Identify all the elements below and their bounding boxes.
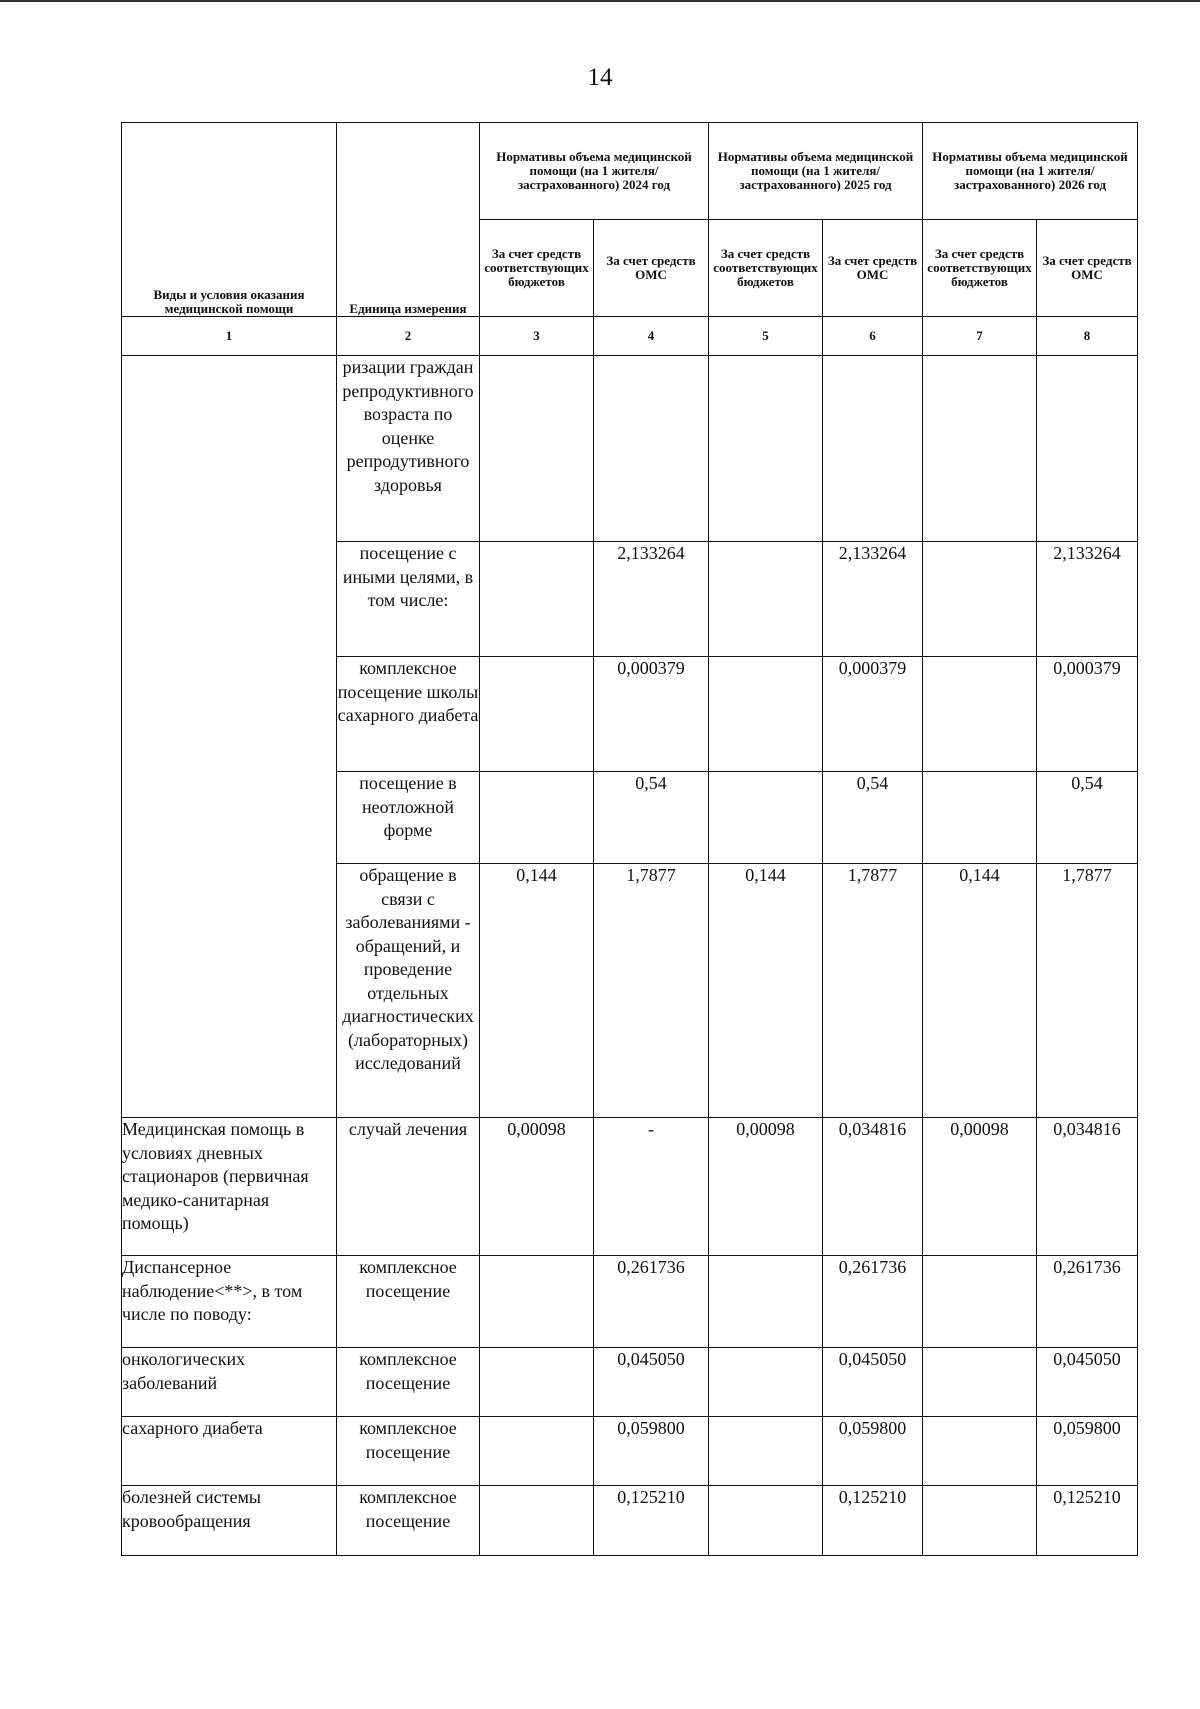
row-value: 1,7877 <box>594 864 709 1118</box>
row-value <box>709 1486 823 1556</box>
row-value: 0,00098 <box>923 1118 1037 1256</box>
col-number: 8 <box>1037 317 1138 356</box>
top-rule <box>0 0 1200 2</box>
row-kind: болезней системы кровообращения <box>122 1486 337 1556</box>
row-value <box>923 1256 1037 1348</box>
row-kind: Медицинская помощь в условиях дневных стационаров (первичная медико-санитарная помощь) <box>122 1118 337 1256</box>
row-value: 1,7877 <box>823 864 923 1118</box>
row-value: 2,133264 <box>1037 542 1138 657</box>
row-value: 0,059800 <box>594 1417 709 1486</box>
row-value <box>709 356 823 542</box>
row-value <box>709 1256 823 1348</box>
header-oms-2026: За счет средств ОМС <box>1037 220 1138 317</box>
row-value: 0,045050 <box>594 1348 709 1417</box>
col-number: 2 <box>337 317 480 356</box>
col-number: 1 <box>122 317 337 356</box>
header-kind: Виды и условия оказания медицинской помощи <box>122 123 337 317</box>
row-value: 2,133264 <box>823 542 923 657</box>
row-value <box>480 1348 594 1417</box>
row-value <box>480 356 594 542</box>
row-value: 0,54 <box>594 772 709 864</box>
header-unit: Единица измерения <box>337 123 480 317</box>
row-unit: посещение с иными целями, в том числе: <box>337 542 480 657</box>
row-unit: комплексное посещение <box>337 1417 480 1486</box>
row-value: 0,000379 <box>594 657 709 772</box>
row-value <box>709 1417 823 1486</box>
row-value: 0,00098 <box>480 1118 594 1256</box>
table-row <box>122 1256 1138 1348</box>
row-value <box>480 657 594 772</box>
row-kind: сахарного диабета <box>122 1417 337 1486</box>
table-row <box>122 1348 1138 1417</box>
row-unit: посещение в неотложной форме <box>337 772 480 864</box>
row-value: 0,144 <box>923 864 1037 1118</box>
row-value <box>480 542 594 657</box>
row-value <box>923 356 1037 542</box>
row-kind: онкологических заболеваний <box>122 1348 337 1417</box>
col-number: 4 <box>594 317 709 356</box>
row-value: 1,7877 <box>1037 864 1138 1118</box>
col-number: 6 <box>823 317 923 356</box>
header-oms-2025: За счет средств ОМС <box>823 220 923 317</box>
col-number: 3 <box>480 317 594 356</box>
row-value: - <box>594 1118 709 1256</box>
row-value: 2,133264 <box>594 542 709 657</box>
row-value: 0,045050 <box>823 1348 923 1417</box>
col-number: 7 <box>923 317 1037 356</box>
row-value <box>923 772 1037 864</box>
row-value <box>594 356 709 542</box>
row-value: 0,261736 <box>1037 1256 1138 1348</box>
table-row <box>122 1118 1138 1256</box>
row-value: 0,261736 <box>823 1256 923 1348</box>
row-value: 0,144 <box>480 864 594 1118</box>
row-value <box>480 772 594 864</box>
norms-table <box>121 122 1138 1556</box>
row-unit: комплексное посещение <box>337 1348 480 1417</box>
row-unit: ризации граждан репродуктивного возраста по оценке репродутивного здоровья <box>337 356 480 542</box>
col-number: 5 <box>709 317 823 356</box>
row-unit: комплексное посещение <box>337 1256 480 1348</box>
row-unit: обращение в связи с заболеваниями - обращений, и проведение отдельных диагностических (лабораторных) исследований <box>337 864 480 1118</box>
row-value: 0,125210 <box>594 1486 709 1556</box>
row-value <box>709 542 823 657</box>
row-value: 0,261736 <box>594 1256 709 1348</box>
table-row <box>122 1417 1138 1486</box>
header-budget-2025: За счет средств соответствующих бюджетов <box>709 220 823 317</box>
row-value <box>709 772 823 864</box>
row-value: 0,54 <box>1037 772 1138 864</box>
row-value <box>923 657 1037 772</box>
row-value <box>480 1417 594 1486</box>
row-value: 0,034816 <box>823 1118 923 1256</box>
row-value: 0,144 <box>709 864 823 1118</box>
header-budget-2026: За счет средств соответствующих бюджетов <box>923 220 1037 317</box>
table-row <box>122 356 1138 542</box>
row-unit: случай лечения <box>337 1118 480 1256</box>
row-value <box>923 542 1037 657</box>
row-value <box>923 1486 1037 1556</box>
row-value: 0,000379 <box>823 657 923 772</box>
header-year-2024: Нормативы объема медицинской помощи (на 1 жителя/застрахованного) 2024 год <box>480 123 709 220</box>
row-value <box>480 1256 594 1348</box>
row-kind: Диспансерное наблюдение<**>, в том числе по поводу: <box>122 1256 337 1348</box>
row-value <box>709 657 823 772</box>
row-unit: комплексное посещение школы сахарного диабета <box>337 657 480 772</box>
row-kind-cell <box>122 356 337 1118</box>
row-value <box>923 1417 1037 1486</box>
row-value <box>709 1348 823 1417</box>
page-number: 14 <box>587 64 613 91</box>
row-value: 0,000379 <box>1037 657 1138 772</box>
row-value: 0,059800 <box>1037 1417 1138 1486</box>
header-year-2026: Нормативы объема медицинской помощи (на 1 жителя/застрахованного) 2026 год <box>923 123 1138 220</box>
row-value <box>923 1348 1037 1417</box>
row-value: 0,54 <box>823 772 923 864</box>
row-value <box>1037 356 1138 542</box>
header-oms-2024: За счет средств ОМС <box>594 220 709 317</box>
row-value: 0,00098 <box>709 1118 823 1256</box>
row-value: 0,045050 <box>1037 1348 1138 1417</box>
row-value <box>480 1486 594 1556</box>
row-unit: комплексное посещение <box>337 1486 480 1556</box>
row-value: 0,125210 <box>1037 1486 1138 1556</box>
row-value: 0,034816 <box>1037 1118 1138 1256</box>
header-budget-2024: За счет средств соответствующих бюджетов <box>480 220 594 317</box>
row-value: 0,125210 <box>823 1486 923 1556</box>
row-value: 0,059800 <box>823 1417 923 1486</box>
table-row <box>122 1486 1138 1556</box>
header-year-2025: Нормативы объема медицинской помощи (на 1 жителя/застрахованного) 2025 год <box>709 123 923 220</box>
row-value <box>823 356 923 542</box>
